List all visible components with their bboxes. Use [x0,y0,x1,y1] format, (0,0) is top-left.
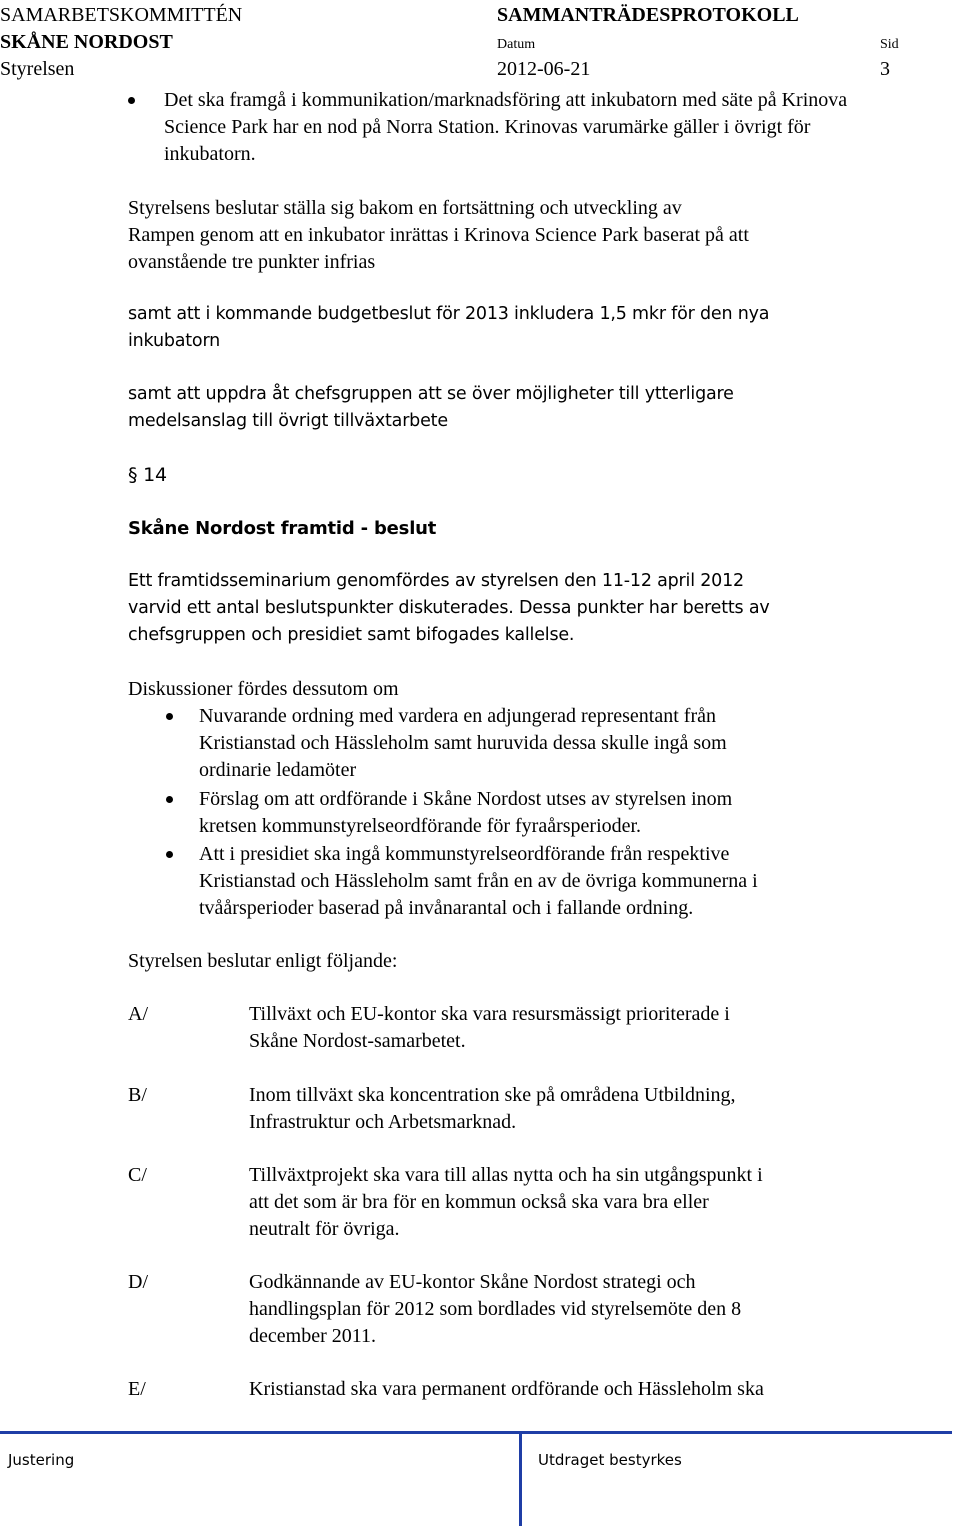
decision-heading: Styrelsen beslutar enligt följande: [128,950,398,972]
decision-text [249,1269,741,1350]
text-line: Ett framtidsseminarium genomfördes av styrelsen den 11-12 april 2012 [128,571,744,591]
decision-paragraph-2 [128,301,769,355]
text-line: att det som är bra för en kommun också ska vara bra eller [249,1191,709,1213]
text-line: Science Park har en nod på Norra Station. Krinovas varumärke gäller i övrigt för [164,116,811,138]
list-item-text [199,703,727,784]
decision-text [249,1376,764,1403]
text-line: december 2011. [249,1325,376,1347]
footer-utdraget-label: Utdraget bestyrkes [538,1451,682,1469]
text-line: medelsanslag till övrigt tillväxtarbete [128,411,448,431]
page-value: 3 [880,58,890,80]
date-value: 2012-06-21 [497,58,591,80]
intro-paragraph [128,568,770,649]
decision-label: C/ [128,1164,147,1186]
text-line: Inom tillväxt ska koncentration ske på områdena Utbildning, [249,1084,736,1106]
discussion-heading: Diskussioner fördes dessutom om [128,678,399,700]
text-line: Styrelsens beslutar ställa sig bakom en fortsättning och utveckling av [128,197,682,219]
text-line: Rampen genom att en inkubator inrättas i Krinova Science Park baserat på att [128,224,749,246]
text-line: varvid ett antal beslutspunkter diskuterades. Dessa punkter har beretts av [128,598,770,618]
text-line: neutralt för övriga. [249,1218,400,1240]
org-name-line3: Styrelsen [0,58,75,80]
text-line: Kristianstad ska vara permanent ordförande och Hässleholm ska [249,1378,764,1400]
text-line: ordinarie ledamöter [199,759,357,781]
footer-column-divider [519,1431,522,1526]
decision-text [249,1001,730,1055]
text-line: Infrastruktur och Arbetsmarknad. [249,1111,517,1133]
bullet-icon [128,97,135,104]
text-line: samt att uppdra åt chefsgruppen att se över möjligheter till ytterligare [128,384,734,404]
footer-justering-label: Justering [8,1451,75,1469]
decision-label: D/ [128,1271,148,1293]
decision-label: E/ [128,1378,146,1400]
org-name-line1: SAMARBETSKOMMITTÉN [0,4,243,26]
text-line: ovanstående tre punkter infrias [128,251,376,273]
text-line: Godkännande av EU-kontor Skåne Nordost strategi och [249,1271,696,1293]
text-line: Tillväxtprojekt ska vara till allas nytta och ha sin utgångspunkt i [249,1164,763,1186]
section-symbol: § [128,464,138,486]
section-number [128,462,167,489]
section-num: 14 [143,464,167,486]
text-line: tvåårsperioder baserad på invånarantal och i fallande ordning. [199,897,694,919]
top-bullet-text [164,87,847,168]
decision-paragraph-3 [128,381,734,435]
text-line: Skåne Nordost-samarbetet. [249,1030,466,1052]
decision-text [249,1162,763,1243]
page-label: Sid [880,37,899,52]
text-line: samt att i kommande budgetbeslut för 2013 inkludera 1,5 mkr för den nya [128,304,770,324]
text-line: Att i presidiet ska ingå kommunstyrelseordförande från respektive [199,843,730,865]
text-line: Det ska framgå i kommunikation/marknadsföring att inkubatorn med säte på Krinova [164,89,848,111]
text-line: handlingsplan för 2012 som bordlades vid styrelsemöte den 8 [249,1298,742,1320]
text-line: inkubatorn [128,331,221,351]
list-item-text [199,786,732,840]
bullet-icon [166,851,173,858]
text-line: Tillväxt och EU-kontor ska vara resursmässigt prioriterade i [249,1003,730,1025]
text-line: Nuvarande ordning med vardera en adjungerad representant från [199,705,716,727]
text-line: Kristianstad och Hässleholm samt huruvida dessa skulle ingå som [199,732,727,754]
list-item-text [199,841,758,922]
decision-label: A/ [128,1003,148,1025]
document-type: SAMMANTRÄDESPROTOKOLL [497,4,799,26]
bullet-icon [166,713,173,720]
bullet-icon [166,796,173,803]
decision-label: B/ [128,1084,147,1106]
decision-text [249,1082,736,1136]
text-line: kretsen kommunstyrelseordförande för fyraårsperioder. [199,815,642,837]
text-line: inkubatorn. [164,143,256,165]
footer-divider [0,1431,952,1434]
section-title: Skåne Nordost framtid - beslut [128,518,437,539]
org-name-line2: SKÅNE NORDOST [0,31,173,53]
text-line: Kristianstad och Hässleholm samt från en av de övriga kommunerna i [199,870,758,892]
decision-paragraph-1 [128,195,749,276]
text-line: chefsgruppen och presidiet samt bifogades kallelse. [128,625,575,645]
text-line: Förslag om att ordförande i Skåne Nordost utses av styrelsen inom [199,788,733,810]
date-label: Datum [497,37,536,52]
